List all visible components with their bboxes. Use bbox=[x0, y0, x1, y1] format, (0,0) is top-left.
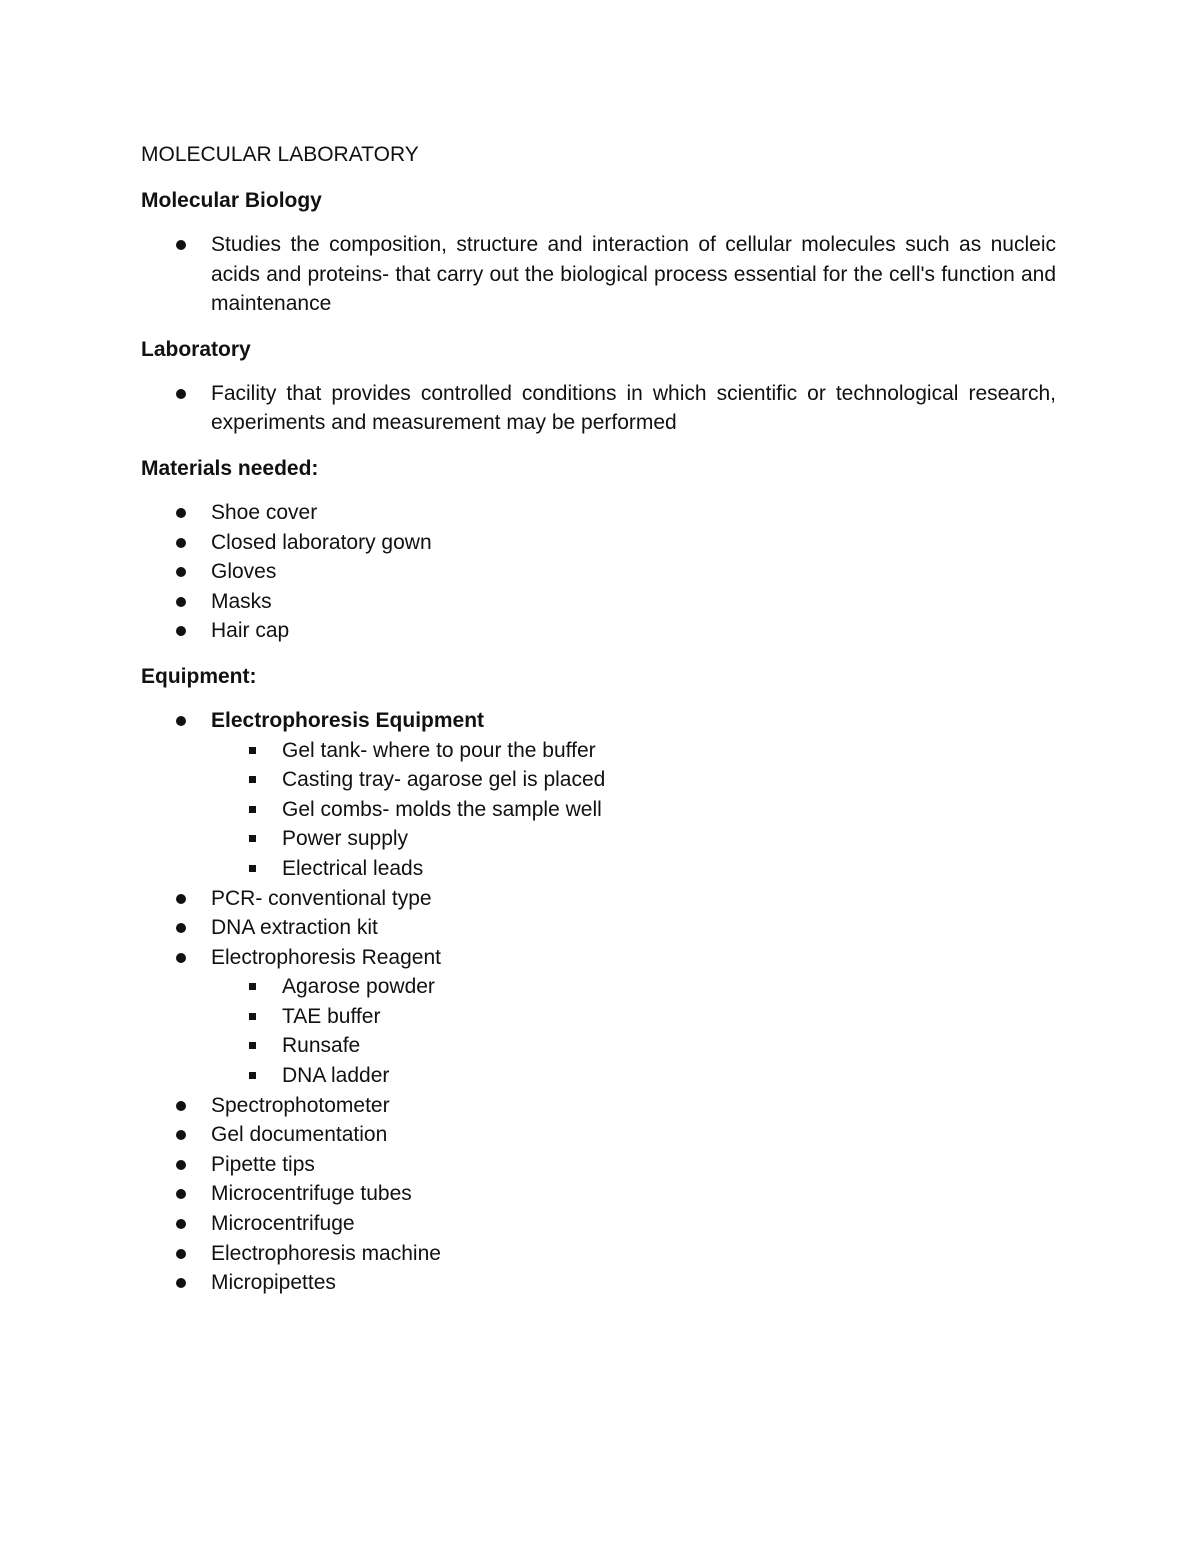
list-item-text: Facility that provides controlled conditions in which scientific or technological research, experiments and measurement may be performed bbox=[211, 381, 1056, 435]
bullet-icon bbox=[176, 716, 186, 726]
bullet-icon bbox=[176, 597, 186, 607]
list-item bbox=[141, 587, 1056, 617]
sublist-item bbox=[211, 972, 1056, 1002]
sublist-item bbox=[211, 1031, 1056, 1061]
electrophoresis-equipment-sublist bbox=[211, 736, 1056, 884]
list-item bbox=[141, 528, 1056, 558]
list-item bbox=[141, 1209, 1056, 1239]
bullet-icon bbox=[176, 1189, 186, 1199]
list-item bbox=[141, 230, 1056, 319]
bullet-icon bbox=[176, 508, 186, 518]
list-item bbox=[141, 1150, 1056, 1180]
sublist-item-text: Gel combs- molds the sample well bbox=[282, 797, 602, 821]
list-item bbox=[141, 913, 1056, 943]
square-bullet-icon bbox=[249, 1042, 256, 1049]
bullet-icon bbox=[176, 389, 186, 399]
list-item-text: Closed laboratory gown bbox=[211, 530, 432, 554]
equipment-list bbox=[141, 706, 1056, 1298]
sublist-item-text: Electrical leads bbox=[282, 856, 424, 880]
bullet-icon bbox=[176, 953, 186, 963]
bullet-icon bbox=[176, 538, 186, 548]
bullet-icon bbox=[176, 1160, 186, 1170]
sublist-item bbox=[211, 824, 1056, 854]
square-bullet-icon bbox=[249, 865, 256, 872]
bullet-icon bbox=[176, 1219, 186, 1229]
list-item-text: DNA extraction kit bbox=[211, 916, 378, 940]
sublist-container bbox=[141, 972, 1056, 1090]
square-bullet-icon bbox=[249, 983, 256, 990]
list-item bbox=[141, 1268, 1056, 1298]
list-item-text: Electrophoresis Reagent bbox=[211, 945, 441, 969]
bullet-icon bbox=[176, 1278, 186, 1288]
list-item-text: Gel documentation bbox=[211, 1123, 388, 1147]
sublist-item-text: Casting tray- agarose gel is placed bbox=[282, 768, 606, 792]
bullet-icon bbox=[176, 1101, 186, 1111]
list-item-text: PCR- conventional type bbox=[211, 886, 432, 910]
list-item-text: Shoe cover bbox=[211, 500, 318, 524]
list-item-text: Gloves bbox=[211, 560, 277, 584]
list-item-text: Microcentrifuge tubes bbox=[211, 1182, 412, 1206]
sublist-item-text: DNA ladder bbox=[282, 1064, 390, 1088]
list-item-text: Electrophoresis machine bbox=[211, 1241, 441, 1265]
square-bullet-icon bbox=[249, 1072, 256, 1079]
list-item bbox=[141, 1179, 1056, 1209]
list-item-text: Studies the composition, structure and interaction of cellular molecules such as nucleic acids and proteins- that carry out the biological process essential for the cell's function and maintenance bbox=[211, 233, 1056, 316]
laboratory-list bbox=[141, 379, 1056, 438]
sublist-item-text: Power supply bbox=[282, 827, 409, 851]
list-item-text: Hair cap bbox=[211, 619, 290, 643]
molecular-biology-list bbox=[141, 230, 1056, 319]
bullet-icon bbox=[176, 1130, 186, 1140]
square-bullet-icon bbox=[249, 806, 256, 813]
document-page bbox=[141, 140, 1056, 1314]
bullet-icon bbox=[176, 1249, 186, 1259]
materials-list bbox=[141, 498, 1056, 646]
bullet-icon bbox=[176, 626, 186, 636]
list-item-text: Pipette tips bbox=[211, 1152, 315, 1176]
sublist-item bbox=[211, 1061, 1056, 1091]
sublist-item-text: Agarose powder bbox=[282, 975, 435, 999]
list-item-text: Electrophoresis Equipment bbox=[211, 708, 485, 732]
list-item bbox=[141, 498, 1056, 528]
list-item bbox=[141, 1120, 1056, 1150]
list-item-text: Masks bbox=[211, 589, 272, 613]
square-bullet-icon bbox=[249, 747, 256, 754]
list-item bbox=[141, 943, 1056, 973]
list-item bbox=[141, 706, 1056, 736]
sublist-item-text: Runsafe bbox=[282, 1034, 361, 1058]
section-heading-materials: Materials needed: bbox=[141, 456, 319, 480]
section-heading-equipment: Equipment: bbox=[141, 664, 257, 688]
list-item-text: Spectrophotometer bbox=[211, 1093, 390, 1117]
document-title: MOLECULAR LABORATORY bbox=[141, 143, 419, 166]
sublist-item-text: Gel tank- where to pour the buffer bbox=[282, 738, 596, 762]
list-item bbox=[141, 557, 1056, 587]
sublist-item bbox=[211, 854, 1056, 884]
list-item bbox=[141, 1239, 1056, 1269]
sublist-item-text: TAE buffer bbox=[282, 1004, 381, 1028]
section-heading-laboratory: Laboratory bbox=[141, 337, 251, 361]
list-item bbox=[141, 884, 1056, 914]
bullet-icon bbox=[176, 240, 186, 250]
square-bullet-icon bbox=[249, 835, 256, 842]
sublist-item bbox=[211, 736, 1056, 766]
bullet-icon bbox=[176, 567, 186, 577]
bullet-icon bbox=[176, 894, 186, 904]
sublist-container bbox=[141, 736, 1056, 884]
list-item-text: Micropipettes bbox=[211, 1271, 336, 1295]
sublist-item bbox=[211, 765, 1056, 795]
list-item bbox=[141, 379, 1056, 438]
bullet-icon bbox=[176, 923, 186, 933]
list-item-text: Microcentrifuge bbox=[211, 1212, 355, 1236]
sublist-item bbox=[211, 1002, 1056, 1032]
section-heading-molecular-biology: Molecular Biology bbox=[141, 189, 322, 212]
sublist-item bbox=[211, 795, 1056, 825]
square-bullet-icon bbox=[249, 776, 256, 783]
list-item bbox=[141, 1091, 1056, 1121]
electrophoresis-reagent-sublist bbox=[211, 972, 1056, 1090]
list-item bbox=[141, 616, 1056, 646]
square-bullet-icon bbox=[249, 1013, 256, 1020]
